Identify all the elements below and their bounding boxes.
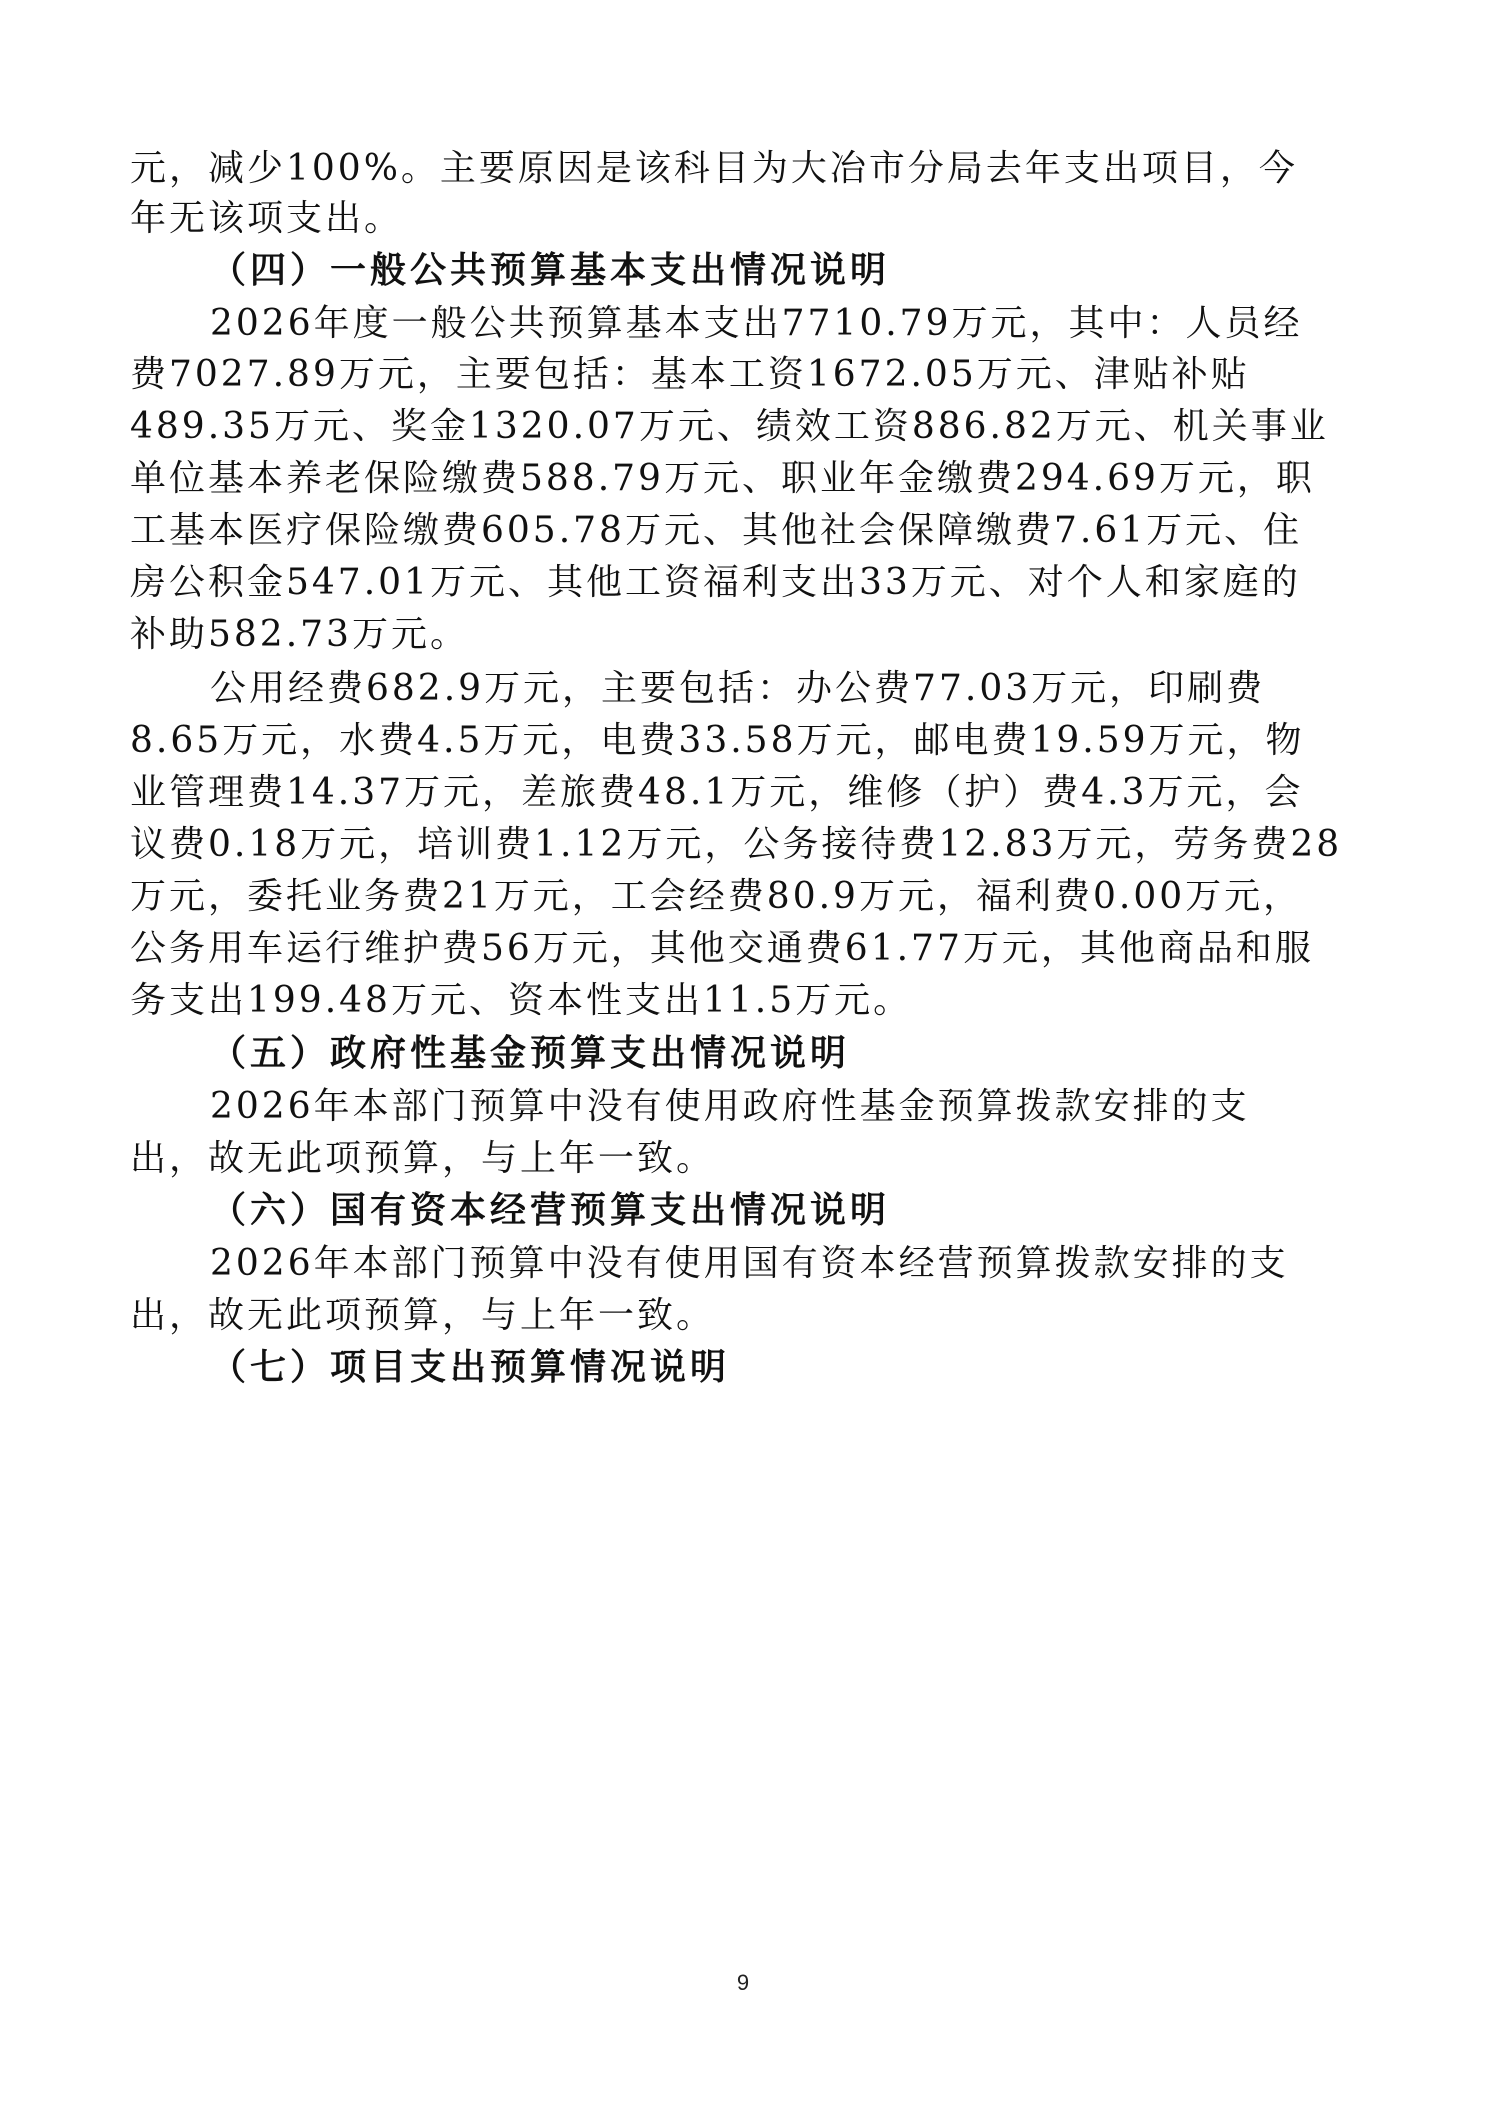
paragraph-line: 出，故无此项预算，与上年一致。 bbox=[130, 1295, 716, 1336]
section-heading-4: （四）一般公共预算基本支出情况说明 bbox=[210, 250, 891, 291]
paragraph-line: 489.35万元、奖金1320.07万元、绩效工资886.82万元、机关事业 bbox=[130, 406, 1329, 447]
paragraph-line: 房公积金547.01万元、其他工资福利支出33万元、对个人和家庭的 bbox=[130, 562, 1301, 603]
paragraph-line: 出，故无此项预算，与上年一致。 bbox=[130, 1138, 716, 1179]
paragraph-line: 议费0.18万元，培训费1.12万元，公务接待费12.83万元，劳务费28 bbox=[130, 824, 1343, 865]
paragraph-line: 年无该项支出。 bbox=[130, 198, 404, 239]
paragraph-line: 元，减少100%。主要原因是该科目为大冶市分局去年支出项目，今 bbox=[130, 148, 1298, 189]
section-heading-6: （六）国有资本经营预算支出情况说明 bbox=[210, 1190, 891, 1231]
paragraph-line: 2026年度一般公共预算基本支出7710.79万元，其中：人员经 bbox=[210, 303, 1303, 344]
paragraph-line: 公用经费682.9万元，主要包括：办公费77.03万元，印刷费 bbox=[210, 668, 1266, 709]
paragraph-line: 2026年本部门预算中没有使用国有资本经营预算拨款安排的支 bbox=[210, 1243, 1289, 1284]
section-heading-7: （七）项目支出预算情况说明 bbox=[210, 1347, 731, 1388]
paragraph-line: 业管理费14.37万元，差旅费48.1万元，维修（护）费4.3万元，会 bbox=[130, 772, 1304, 813]
paragraph-line: 工基本医疗保险缴费605.78万元、其他社会保障缴费7.61万元、住 bbox=[130, 510, 1303, 551]
paragraph-line: 费7027.89万元，主要包括：基本工资1672.05万元、津贴补贴 bbox=[130, 354, 1250, 395]
paragraph-line: 万元，委托业务费21万元，工会经费80.9万元，福利费0.00万元， bbox=[130, 876, 1303, 917]
paragraph-line: 8.65万元，水费4.5万元，电费33.58万元，邮电费19.59万元，物 bbox=[130, 720, 1305, 761]
paragraph-line: 2026年本部门预算中没有使用政府性基金预算拨款安排的支 bbox=[210, 1086, 1250, 1127]
paragraph-line: 公务用车运行维护费56万元，其他交通费61.77万元，其他商品和服 bbox=[130, 928, 1314, 969]
section-heading-5: （五）政府性基金预算支出情况说明 bbox=[210, 1033, 851, 1074]
paragraph-line: 单位基本养老保险缴费588.79万元、职业年金缴费294.69万元，职 bbox=[130, 458, 1315, 499]
paragraph-line: 补助582.73万元。 bbox=[130, 614, 469, 655]
paragraph-line: 务支出199.48万元、资本性支出11.5万元。 bbox=[130, 980, 913, 1021]
page-number: 9 bbox=[736, 1970, 750, 1995]
